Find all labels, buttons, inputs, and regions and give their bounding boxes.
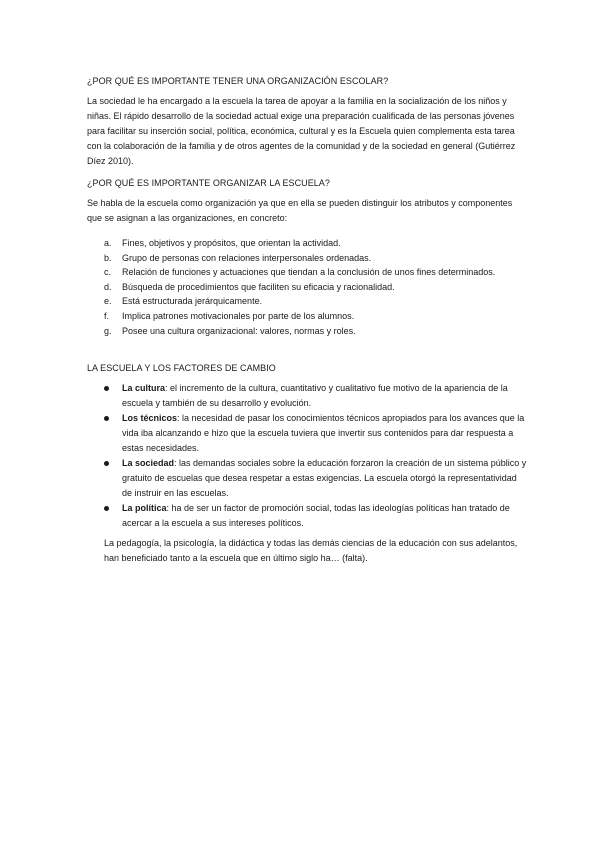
- list-item-text: Está estructurada jerárquicamente.: [122, 296, 263, 307]
- factors-list: [87, 381, 527, 531]
- bullet-text: : el incremento de la cultura, cuantitativo y cualitativo fue motivo de la apariencia de la escuela y también de su desarrollo y evolución.: [122, 383, 508, 408]
- bullet-term: La política: [122, 503, 167, 513]
- list-item-text: Grupo de personas con relaciones interpersonales ordenadas.: [122, 252, 372, 263]
- list-item-text: Posee una cultura organizacional: valores, normas y roles.: [122, 325, 356, 336]
- paragraph-school-organization: Se habla de la escuela como organización ya que en ella se pueden distinguir los atributos y componentes que se asignan a las organizaciones, en concreto:: [87, 198, 513, 223]
- list-item-text: Relación de funciones y actuaciones que tiendan a la conclusión de unos fines determinados.: [122, 267, 496, 278]
- bullet-term: La sociedad: [122, 458, 175, 468]
- heading-importance-organization: ¿POR QUÉ ES IMPORTANTE TENER UNA ORGANIZACIÓN ESCOLAR?: [87, 76, 389, 86]
- list-marker: a.: [104, 238, 112, 248]
- list-item: [87, 501, 527, 531]
- list-item-text: Búsqueda de procedimientos que faciliten su eficacia y racionalidad.: [122, 281, 395, 292]
- paragraph-society-role: La sociedad le ha encargado a la escuela la tarea de apoyar a la familia en la socialización de los niños y niñas. El rápido desarrollo de la sociedad actual exige una preparación cualificada de las personas jóvenes para facilitar su inserción social, política, económica, cultural y es la Escuela quien complementa esta tarea con la colaboración de la familia y de otros agentes de la comunidad y de la sociedad en general (Gutiérrez Díez 2010).: [87, 96, 516, 166]
- attributes-list: [87, 236, 527, 338]
- list-marker: d.: [104, 281, 112, 292]
- list-marker: c.: [104, 267, 112, 278]
- list-marker: f.: [104, 310, 110, 321]
- list-marker: b.: [104, 252, 112, 263]
- list-item-text: Implica patrones motivacionales por parte de los alumnos.: [122, 310, 355, 321]
- list-marker: g.: [104, 325, 112, 336]
- heading-organize-school: ¿POR QUÉ ES IMPORTANTE ORGANIZAR LA ESCUELA?: [87, 178, 330, 188]
- list-item: [87, 411, 527, 456]
- bullet-dot-icon: [104, 386, 109, 391]
- list-item: [87, 294, 527, 309]
- bullet-dot-icon: [104, 461, 109, 466]
- bullet-text: : la necesidad de pasar los conocimientos técnicos apropiados para los avances que la vida iba alcanzando e hizo que la escuela tuviera que invertir sus contenidos para dar respuesta a estas necesidades.: [122, 413, 525, 453]
- bullet-text: : ha de ser un factor de promoción social, todas las ideologías políticas han tratado de acercar a la escuela a sus intereses políticos.: [122, 503, 510, 528]
- list-item-text: Fines, objetivos y propósitos, que orientan la actividad.: [122, 238, 341, 248]
- list-marker: e.: [104, 296, 112, 307]
- list-item: [87, 456, 527, 501]
- bullet-text: : las demandas sociales sobre la educación forzaron la creación de un sistema público y gratuito de escuelas que desea respetar a estas exigencias. La escuela otorgó la representatividad de instruir en las escuelas.: [122, 458, 527, 498]
- bullet-dot-icon: [104, 506, 109, 511]
- list-item: [87, 280, 527, 295]
- bullet-dot-icon: [104, 416, 109, 421]
- bullet-term: Los técnicos: [122, 413, 178, 423]
- list-item: [87, 381, 527, 411]
- bullet-term: La cultura: [122, 383, 166, 393]
- list-item: [87, 309, 527, 324]
- list-item: [87, 251, 527, 266]
- list-item: [87, 236, 527, 251]
- paragraph-pedagogy: La pedagogía, la psicología, la didáctica y todas las demás ciencias de la educación con sus adelantos, han beneficiado tanto a la escuela que en último siglo ha… (falta).: [104, 538, 518, 563]
- list-item: [87, 265, 527, 280]
- heading-change-factors: LA ESCUELA Y LOS FACTORES DE CAMBIO: [87, 363, 276, 373]
- list-item: [87, 324, 527, 339]
